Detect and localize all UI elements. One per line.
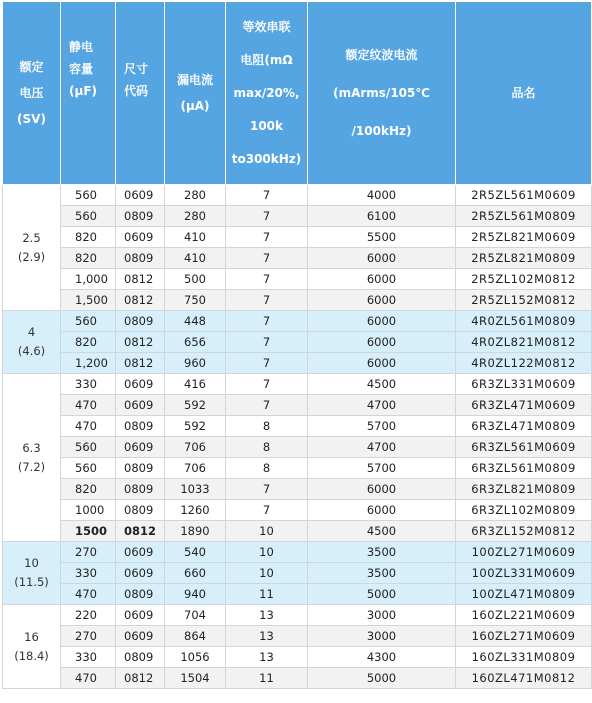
- leakage-cell: 1033: [165, 479, 226, 500]
- leakage-cell: 592: [165, 395, 226, 416]
- table-row: [3, 332, 592, 353]
- leakage-cell: 1260: [165, 500, 226, 521]
- capacitance-cell: 470: [61, 584, 116, 605]
- table-row: [3, 374, 592, 395]
- part-number-cell: 100ZL331M0609: [456, 563, 592, 584]
- ripple-current-cell: 4500: [308, 374, 456, 395]
- size-code-cell: 0609: [116, 395, 165, 416]
- leakage-cell: 416: [165, 374, 226, 395]
- leakage-cell: 592: [165, 416, 226, 437]
- capacitance-cell: 330: [61, 647, 116, 668]
- part-number-cell: 6R3ZL471M0609: [456, 395, 592, 416]
- part-number-cell: 6R3ZL821M0809: [456, 479, 592, 500]
- table-row: [3, 290, 592, 311]
- capacitance-cell: 270: [61, 626, 116, 647]
- leakage-cell: 448: [165, 311, 226, 332]
- esr-cell: 7: [226, 500, 308, 521]
- part-number-cell: 4R0ZL561M0809: [456, 311, 592, 332]
- table-row: [3, 395, 592, 416]
- ripple-current-cell: 3500: [308, 542, 456, 563]
- rated-voltage: 4: [27, 325, 36, 339]
- ripple-current-cell: 6000: [308, 269, 456, 290]
- part-number-cell: 2R5ZL102M0812: [456, 269, 592, 290]
- ripple-current-cell: 3500: [308, 563, 456, 584]
- ripple-current-cell: 6000: [308, 311, 456, 332]
- esr-cell: 7: [226, 227, 308, 248]
- table-body: [3, 185, 592, 689]
- ripple-current-cell: 6100: [308, 206, 456, 227]
- header-ripple-current: 额定纹波电流 (mArms/105℃ /100kHz): [308, 2, 456, 185]
- leakage-cell: 940: [165, 584, 226, 605]
- table-row: [3, 206, 592, 227]
- capacitance-cell: 560: [61, 458, 116, 479]
- surge-voltage: (7.2): [17, 459, 46, 474]
- size-code-cell: 0809: [116, 416, 165, 437]
- table-row: [3, 248, 592, 269]
- part-number-cell: 6R3ZL561M0809: [456, 458, 592, 479]
- table-row: [3, 563, 592, 584]
- leakage-cell: 280: [165, 185, 226, 206]
- ripple-current-cell: 6000: [308, 353, 456, 374]
- esr-cell: 7: [226, 311, 308, 332]
- size-code-cell: 0609: [116, 626, 165, 647]
- rated-voltage-cell: [3, 542, 61, 605]
- part-number-cell: 160ZL471M0812: [456, 668, 592, 689]
- ripple-current-cell: 6000: [308, 248, 456, 269]
- table-row: [3, 311, 592, 332]
- esr-cell: 7: [226, 290, 308, 311]
- capacitor-spec-table: [2, 1, 592, 689]
- capacitance-cell: 1,500: [61, 290, 116, 311]
- esr-cell: 7: [226, 269, 308, 290]
- capacitance-cell: 1,000: [61, 269, 116, 290]
- ripple-current-cell: 3000: [308, 605, 456, 626]
- esr-cell: 7: [226, 332, 308, 353]
- size-code-cell: 0812: [116, 521, 165, 542]
- ripple-current-cell: 5000: [308, 668, 456, 689]
- ripple-current-cell: 4700: [308, 395, 456, 416]
- ripple-current-cell: 3000: [308, 626, 456, 647]
- esr-cell: 8: [226, 458, 308, 479]
- esr-cell: 13: [226, 605, 308, 626]
- leakage-cell: 1056: [165, 647, 226, 668]
- surge-voltage: (11.5): [14, 575, 49, 589]
- header-leakage: 漏电流 (μA): [165, 2, 226, 185]
- table-row: [3, 416, 592, 437]
- leakage-cell: 960: [165, 353, 226, 374]
- esr-cell: 8: [226, 437, 308, 458]
- ripple-current-cell: 4700: [308, 437, 456, 458]
- capacitance-cell: 560: [61, 185, 116, 206]
- part-number-cell: 160ZL271M0609: [456, 626, 592, 647]
- rated-voltage-cell: [3, 374, 61, 542]
- part-number-cell: 2R5ZL821M0809: [456, 248, 592, 269]
- esr-cell: 10: [226, 521, 308, 542]
- capacitance-cell: 820: [61, 227, 116, 248]
- esr-cell: 7: [226, 185, 308, 206]
- size-code-cell: 0609: [116, 185, 165, 206]
- leakage-cell: 410: [165, 227, 226, 248]
- rated-voltage-cell: [3, 311, 61, 374]
- ripple-current-cell: 5700: [308, 458, 456, 479]
- part-number-cell: 6R3ZL471M0809: [456, 416, 592, 437]
- part-number-cell: 6R3ZL331M0609: [456, 374, 592, 395]
- size-code-cell: 0809: [116, 206, 165, 227]
- size-code-cell: 0609: [116, 605, 165, 626]
- ripple-current-cell: 4000: [308, 185, 456, 206]
- esr-cell: 10: [226, 563, 308, 584]
- leakage-cell: 704: [165, 605, 226, 626]
- size-code-cell: 0609: [116, 374, 165, 395]
- part-number-cell: 6R3ZL152M0812: [456, 521, 592, 542]
- leakage-cell: 410: [165, 248, 226, 269]
- part-number-cell: 4R0ZL122M0812: [456, 353, 592, 374]
- size-code-cell: 0812: [116, 269, 165, 290]
- surge-voltage: (18.4): [14, 648, 49, 663]
- esr-cell: 10: [226, 542, 308, 563]
- size-code-cell: 0809: [116, 584, 165, 605]
- esr-cell: 7: [226, 353, 308, 374]
- table-row: [3, 227, 592, 248]
- capacitance-cell: 470: [61, 395, 116, 416]
- esr-cell: 7: [226, 395, 308, 416]
- ripple-current-cell: 6000: [308, 290, 456, 311]
- ripple-current-cell: 6000: [308, 332, 456, 353]
- part-number-cell: 160ZL221M0609: [456, 605, 592, 626]
- size-code-cell: 0809: [116, 500, 165, 521]
- size-code-cell: 0812: [116, 332, 165, 353]
- leakage-cell: 540: [165, 542, 226, 563]
- esr-cell: 7: [226, 206, 308, 227]
- size-code-cell: 0812: [116, 668, 165, 689]
- capacitance-cell: 1500: [61, 521, 116, 542]
- table-row: [3, 647, 592, 668]
- capacitance-cell: 820: [61, 248, 116, 269]
- table-row: [3, 437, 592, 458]
- part-number-cell: 2R5ZL561M0809: [456, 206, 592, 227]
- esr-cell: 7: [226, 479, 308, 500]
- leakage-cell: 706: [165, 437, 226, 458]
- size-code-cell: 0809: [116, 647, 165, 668]
- esr-cell: 11: [226, 584, 308, 605]
- size-code-cell: 0609: [116, 542, 165, 563]
- size-code-cell: 0609: [116, 563, 165, 584]
- leakage-cell: 706: [165, 458, 226, 479]
- esr-cell: 7: [226, 248, 308, 269]
- capacitance-cell: 560: [61, 311, 116, 332]
- capacitance-cell: 470: [61, 668, 116, 689]
- header-part-number: 品名: [456, 2, 592, 185]
- capacitance-cell: 330: [61, 563, 116, 584]
- capacitance-cell: 1000: [61, 500, 116, 521]
- size-code-cell: 0609: [116, 437, 165, 458]
- capacitance-cell: 560: [61, 437, 116, 458]
- size-code-cell: 0809: [116, 458, 165, 479]
- rated-voltage: 10: [24, 556, 39, 570]
- part-number-cell: 100ZL271M0609: [456, 542, 592, 563]
- table-row: [3, 185, 592, 206]
- rated-voltage: 6.3: [22, 440, 41, 455]
- part-number-cell: 6R3ZL561M0609: [456, 437, 592, 458]
- esr-cell: 11: [226, 668, 308, 689]
- leakage-cell: 660: [165, 563, 226, 584]
- size-code-cell: 0812: [116, 290, 165, 311]
- rated-voltage-cell: [3, 605, 61, 689]
- size-code-cell: 0809: [116, 248, 165, 269]
- table-row: [3, 500, 592, 521]
- ripple-current-cell: 6000: [308, 500, 456, 521]
- esr-cell: 7: [226, 374, 308, 395]
- ripple-current-cell: 5700: [308, 416, 456, 437]
- size-code-cell: 0809: [116, 479, 165, 500]
- table-row: [3, 458, 592, 479]
- leakage-cell: 864: [165, 626, 226, 647]
- esr-cell: 13: [226, 626, 308, 647]
- ripple-current-cell: 5500: [308, 227, 456, 248]
- size-code-cell: 0609: [116, 227, 165, 248]
- surge-voltage: (2.9): [17, 249, 46, 264]
- rated-voltage-cell: [3, 185, 61, 311]
- leakage-cell: 1504: [165, 668, 226, 689]
- ripple-current-cell: 4500: [308, 521, 456, 542]
- leakage-cell: 500: [165, 269, 226, 290]
- rated-voltage: 2.5: [22, 230, 41, 245]
- size-code-cell: 0809: [116, 311, 165, 332]
- header-row: [3, 2, 592, 185]
- part-number-cell: 6R3ZL102M0809: [456, 500, 592, 521]
- capacitance-cell: 820: [61, 479, 116, 500]
- table-row: [3, 584, 592, 605]
- part-number-cell: 2R5ZL821M0609: [456, 227, 592, 248]
- leakage-cell: 280: [165, 206, 226, 227]
- capacitance-cell: 1,200: [61, 353, 116, 374]
- part-number-cell: 2R5ZL152M0812: [456, 290, 592, 311]
- ripple-current-cell: 6000: [308, 479, 456, 500]
- ripple-current-cell: 4300: [308, 647, 456, 668]
- size-code-cell: 0812: [116, 353, 165, 374]
- header-capacitance: 静电 容量 (μF): [61, 2, 116, 185]
- ripple-current-cell: 5000: [308, 584, 456, 605]
- capacitance-cell: 220: [61, 605, 116, 626]
- part-number-cell: 4R0ZL821M0812: [456, 332, 592, 353]
- capacitance-cell: 820: [61, 332, 116, 353]
- table-row: [3, 605, 592, 626]
- surge-voltage: (4.6): [17, 344, 46, 358]
- capacitance-cell: 470: [61, 416, 116, 437]
- part-number-cell: 160ZL331M0809: [456, 647, 592, 668]
- table-row: [3, 353, 592, 374]
- table-row: [3, 668, 592, 689]
- header-esr: 等效串联 电阻(mΩ max/20%, 100k to300kHz): [226, 2, 308, 185]
- capacitance-cell: 270: [61, 542, 116, 563]
- leakage-cell: 1890: [165, 521, 226, 542]
- header-voltage: 额定 电压 (SV): [3, 2, 61, 185]
- table-row: [3, 479, 592, 500]
- esr-cell: 13: [226, 647, 308, 668]
- rated-voltage: 16: [24, 629, 39, 644]
- leakage-cell: 750: [165, 290, 226, 311]
- header-size-code: 尺寸 代码: [116, 2, 165, 185]
- capacitance-cell: 330: [61, 374, 116, 395]
- table-row: [3, 626, 592, 647]
- table-row: [3, 521, 592, 542]
- esr-cell: 8: [226, 416, 308, 437]
- capacitance-cell: 560: [61, 206, 116, 227]
- leakage-cell: 656: [165, 332, 226, 353]
- table-row: [3, 269, 592, 290]
- part-number-cell: 100ZL471M0809: [456, 584, 592, 605]
- table-row: [3, 542, 592, 563]
- part-number-cell: 2R5ZL561M0609: [456, 185, 592, 206]
